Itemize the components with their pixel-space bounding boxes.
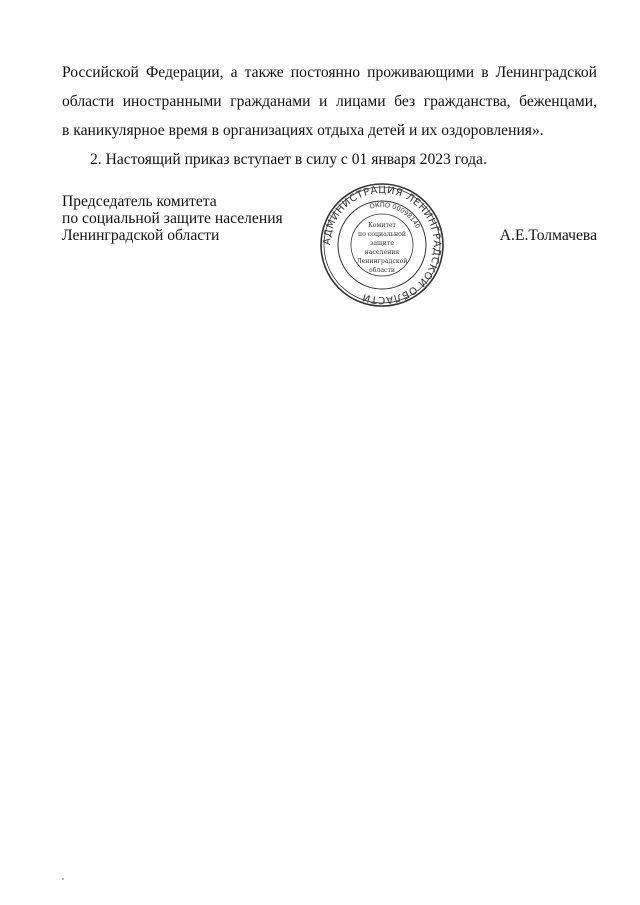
seal-outer-text: АДМИНИСТРАЦИЯ ЛЕНИНГРАДСКОЙ ОБЛАСТИ [321,184,443,306]
document-body [62,58,597,174]
signatory-title-line-1: Председатель комитета [62,193,217,210]
svg-text:области: области [368,267,396,274]
seal-center-text [356,222,407,274]
signatory-title [62,193,283,244]
svg-text:по социальной: по социальной [357,231,407,238]
signatory-title-line-3: Ленинградской области [62,227,220,244]
body-line-3: в каникулярное время в организациях отдыха детей и их оздоровления». [62,122,544,139]
signature-block [62,184,597,306]
paragraph-2: 2. Настоящий приказ вступает в силу с 01 января 2023 года. [90,151,487,168]
svg-text:защите: защите [369,240,395,247]
seal-graphic [318,181,446,309]
body-line-2: области иностранными гражданами и лицами без гражданства, беженцами, [62,93,597,110]
svg-text:Комитет: Комитет [368,222,396,229]
body-line-1: Российской Федерации, а также постоянно проживающими в Ленинградской [62,64,597,81]
signatory-title-line-2: по социальной защите населения [62,210,283,227]
svg-text:населения: населения [364,249,400,256]
page-mark [62,878,64,880]
signatory-name: А.Е.Толмачева [499,227,597,244]
official-seal-stamp [318,181,446,309]
seal-inner-text: ОКПО 00098140 [368,200,422,230]
svg-text:Ленинградской: Ленинградской [356,258,408,265]
